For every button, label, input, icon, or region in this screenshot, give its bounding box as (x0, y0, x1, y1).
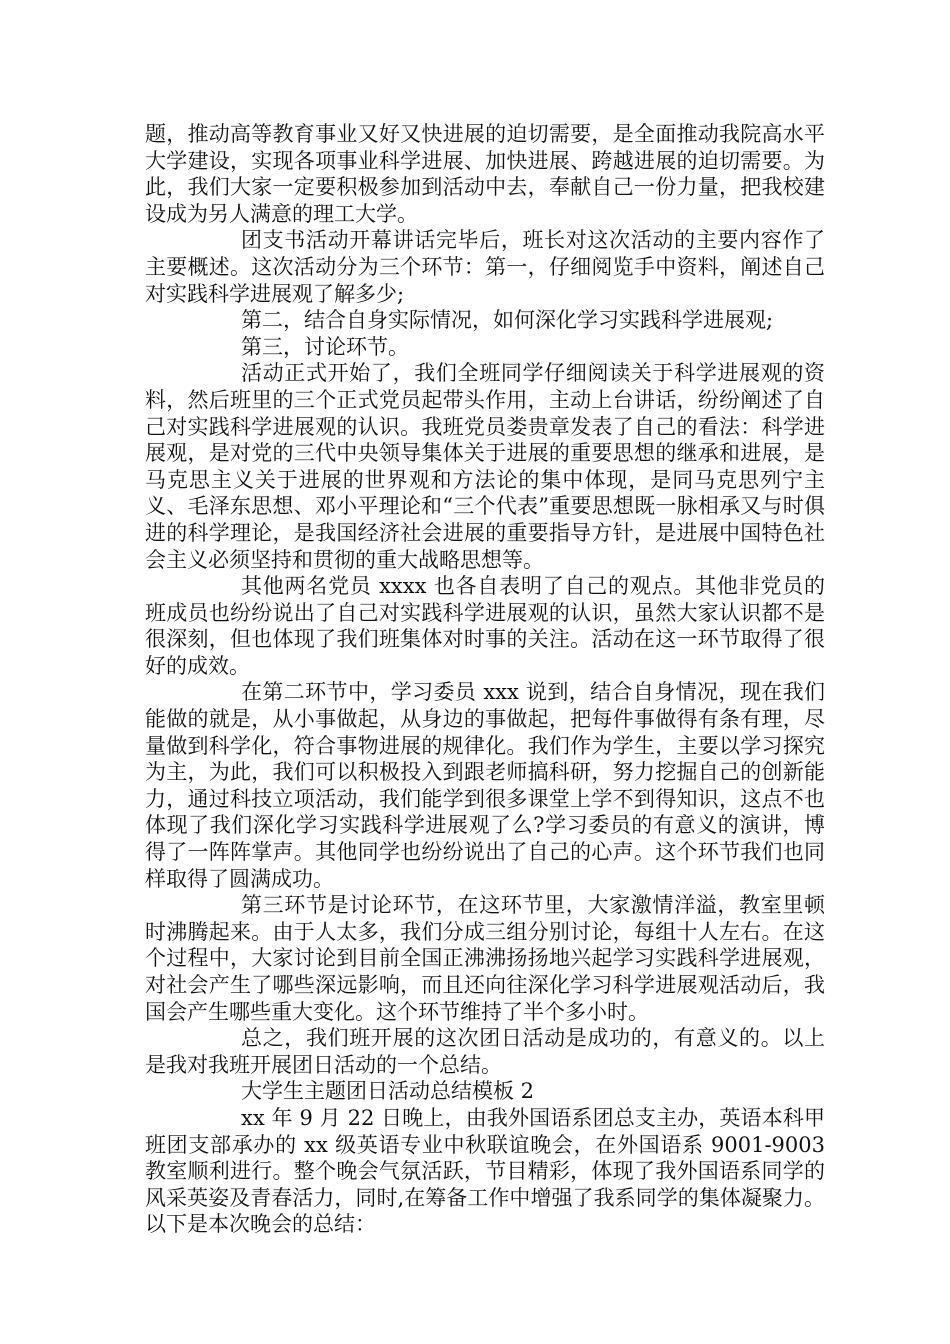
paragraph-8: 第三环节是讨论环节，在这环节里，大家激情洋溢，教室里顿时沸腾起来。由于人太多，我们分成三组分别讨论，每组十人左右。在这个过程中，大家讨论到目前全国正沸沸扬扬地兴起学习实践科学进展观，对社会产生了哪些深远影响，而且还向往深化学习科学进展观活动后，我国会产生哪些重大变化。这个环节维持了半个多小时。 (145, 893, 825, 1024)
paragraph-1: 题，推动高等教育事业又好又快进展的迫切需要，是全面推动我院高水平大学建设，实现各项事业科学进展、加快进展、跨越进展的迫切需要。为此，我们大家一定要积极参加到活动中去，奉献自己一份力量，把我校建设成为另人满意的理工大学。 (145, 122, 825, 226)
paragraph-9: 总之，我们班开展的这次团日活动是成功的，有意义的。以上是我对我班开展团日活动的一个总结。 (145, 1026, 825, 1077)
paragraph-7: 在第二环节中，学习委员 xxx 说到，结合自身情况，现在我们能做的就是，从小事做起，从身边的事做起，把每件事做得有条有理，尽量做到科学化，符合事物进展的规律化。我们作为学生，主要以学习探究为主，为此，我们可以积极投入到跟老师搞科研，努力挖掘自己的创新能力，通过科技立项活动，我们能学到很多课堂上学不到得知识，这点不也体现了我们深化学习实践科学进展观了么?学习委员的有意义的演讲，博得了一阵阵掌声。其他同学也纷纷说出了自己的心声。这个环节我们也同样取得了圆满成功。 (145, 680, 825, 891)
document-body (145, 121, 825, 1238)
paragraph-4: 第三，讨论环节。 (241, 334, 409, 359)
paragraph-5: 活动正式开始了，我们全班同学仔细阅读关于科学进展观的资料，然后班里的三个正式党员起带头作用，主动上台讲话，纷纷阐述了自己对实践科学进展观的认识。我班党员娄贵章发表了自己的看法：科学进展观，是对党的三代中央领导集体关于进展的重要思想的继承和进展，是马克思主义关于进展的世界观和方法论的集中体现，是同马克思列宁主义、毛泽东思想、邓小平理论和“三个代表”重要思想既一脉相承又与时俱进的科学理论，是我国经济社会进展的重要指导方针，是进展中国特色社会主义必须坚持和贯彻的重大战略思想等。 (145, 361, 825, 572)
section-heading: 大学生主题团日活动总结模板 2 (241, 1079, 535, 1104)
paragraph-6: 其他两名党员 xxxx 也各自表明了自己的观点。其他非党员的班成员也纷纷说出了自己对实践科学进展观的认识，虽然大家认识都不是很深刻，但也体现了我们班集体对时事的关注。活动在这一环节取得了很好的成效。 (145, 574, 825, 678)
paragraph-10: xx 年 9 月 22 日晚上，由我外国语系团总支主办，英语本科甲班团支部承办的 xx 级英语专业中秋联谊晚会，在外国语系 9001-9003 教室顺利进行。整个晚会气氛活跃，节目精彩，体现了我外国语系同学的风采英姿及青春活力，同时,在筹备工作中增强了我系同学的集体凝聚力。以下是本次晚会的总结： (145, 1105, 825, 1237)
paragraph-3: 第二，结合自身实际情况，如何深化学习实践科学进展观; (241, 308, 774, 333)
paragraph-2: 团支书活动开幕讲话完毕后，班长对这次活动的主要内容作了主要概述。这次活动分为三个环节：第一，仔细阅览手中资料，阐述自己对实践科学进展观了解多少; (145, 228, 825, 306)
